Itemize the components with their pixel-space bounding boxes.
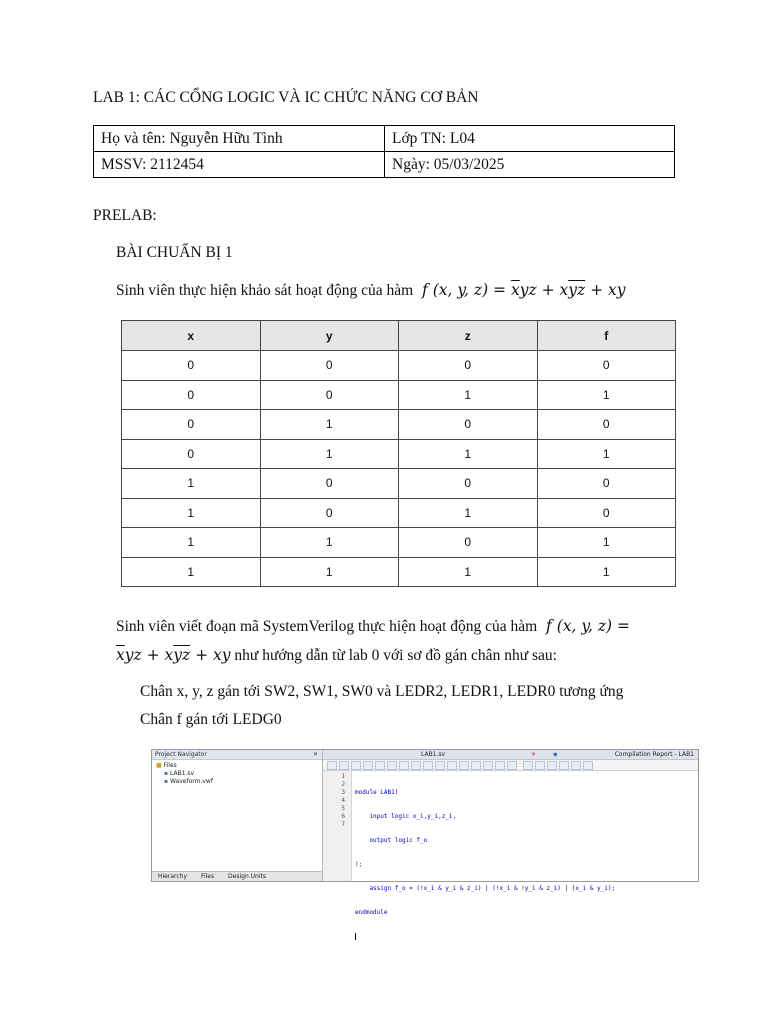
editor-tabs: [323, 750, 698, 760]
truth-table-header-x: x: [122, 321, 261, 351]
table-row: [122, 528, 676, 558]
toolbar-button[interactable]: [507, 761, 517, 770]
toolbar-button[interactable]: [535, 761, 545, 770]
document-title: LAB 1: CÁC CỔNG LOGIC VÀ IC CHỨC NĂNG CƠ BẢN: [93, 89, 479, 106]
project-navigator-title: [152, 750, 322, 760]
toolbar-button[interactable]: [375, 761, 385, 770]
code-task-line1: [116, 616, 630, 637]
tree-item-files[interactable]: [156, 762, 322, 770]
table-row: [122, 380, 676, 410]
tab-lab1-sv[interactable]: LAB1.sv: [421, 751, 446, 758]
table-row: [122, 410, 676, 440]
line-number-gutter: [323, 771, 352, 881]
truth-table-header-y: y: [260, 321, 399, 351]
table-cell: 0: [399, 410, 538, 440]
table-cell: 1: [399, 498, 538, 528]
tree-item-label: Files: [163, 762, 177, 769]
table-cell: 0: [260, 380, 399, 410]
line-number: 4: [341, 797, 345, 804]
date-cell: Ngày: 05/03/2025: [385, 152, 675, 178]
toolbar-button[interactable]: [351, 761, 361, 770]
table-cell: 0: [122, 410, 261, 440]
prelab-heading: PRELAB:: [93, 207, 157, 224]
line-number: 5: [341, 805, 345, 812]
code-task-text: Sinh viên viết đoạn mã SystemVerilog thực hiện hoạt động của hàm: [116, 618, 538, 635]
report-icon: ◆: [553, 751, 558, 758]
table-cell: 0: [260, 469, 399, 499]
toolbar-button[interactable]: [471, 761, 481, 770]
function-formula-rhs: $\overline{x}yz + x\overline{y}\overline{z}$ + xy: [116, 646, 231, 664]
pin-assignment-2: Chân f gán tới LEDG0: [140, 711, 282, 728]
tree-item-label: LAB1.sv: [170, 770, 195, 777]
code-editor: [323, 750, 698, 916]
truth-table: [121, 320, 676, 587]
line-number: 3: [341, 789, 345, 796]
table-cell: 1: [537, 380, 676, 410]
editor-toolbar: [323, 760, 698, 771]
code-line: );: [355, 861, 363, 868]
file-tree: [152, 760, 322, 786]
code-line: input logic x_i,y_i,z_i,: [355, 813, 457, 820]
table-cell: 1: [122, 557, 261, 587]
table-cell: 0: [122, 439, 261, 469]
truth-table-header-z: z: [399, 321, 538, 351]
code-line: output logic f_o: [355, 837, 428, 844]
ide-screenshot: [151, 749, 699, 916]
table-cell: 0: [260, 498, 399, 528]
code-line: assign f_o = (!x_i & y_i & z_i) | (!x_i & !y_i & z_i) | (x_i & y_i);: [355, 885, 616, 892]
table-cell: 1: [399, 439, 538, 469]
line-number: 1: [341, 773, 345, 780]
tab-files[interactable]: Files: [200, 873, 215, 880]
file-icon: ▪: [164, 778, 169, 785]
line-number: 2: [341, 781, 345, 788]
function-intro-text: Sinh viên thực hiện khảo sát hoạt động của hàm: [116, 282, 414, 299]
table-cell: 1: [399, 380, 538, 410]
student-name-cell: Họ và tên: Nguyễn Hữu Tình: [94, 126, 385, 152]
navigator-tabs: [152, 871, 322, 881]
close-icon[interactable]: ✕: [531, 751, 537, 758]
toolbar-button[interactable]: [399, 761, 409, 770]
code-task-suffix: như hướng dẫn từ lab 0 với sơ đồ gán chân như sau:: [234, 647, 557, 664]
table-row: [122, 439, 676, 469]
table-cell: 0: [260, 351, 399, 381]
toolbar-button[interactable]: [483, 761, 493, 770]
table-cell: 1: [122, 498, 261, 528]
project-navigator: [152, 750, 323, 881]
table-cell: 1: [260, 439, 399, 469]
toolbar-button[interactable]: [423, 761, 433, 770]
table-cell: 0: [399, 351, 538, 381]
table-cell: 1: [260, 410, 399, 440]
tab-compilation-report[interactable]: Compilation Report - LAB1: [614, 751, 694, 758]
code-line: module LAB1(: [355, 789, 399, 796]
tree-item-lab1[interactable]: [156, 770, 322, 778]
function-formula-lhs: f (x, y, z) =: [541, 617, 631, 635]
toolbar-button[interactable]: [571, 761, 581, 770]
table-row: [122, 469, 676, 499]
function-formula: f (x, y, $z) = \overline{x}yz + x\overline{y}\overline{z}$ + xy: [417, 281, 626, 299]
tree-item-waveform[interactable]: [156, 778, 322, 786]
toolbar-button[interactable]: [547, 761, 557, 770]
table-cell: 1: [122, 528, 261, 558]
tab-design-units[interactable]: Design Units: [228, 873, 266, 880]
function-intro: [116, 280, 626, 301]
table-cell: 1: [122, 469, 261, 499]
table-cell: 1: [260, 557, 399, 587]
pin-assignment-1: Chân x, y, z gán tới SW2, SW1, SW0 và LEDR2, LEDR1, LEDR0 tương ứng: [140, 683, 624, 700]
folder-icon: ■: [156, 762, 162, 769]
toolbar-button[interactable]: [339, 761, 349, 770]
student-info-table: [93, 125, 675, 178]
toolbar-button[interactable]: [583, 761, 593, 770]
table-cell: 1: [537, 439, 676, 469]
toolbar-button[interactable]: [387, 761, 397, 770]
close-icon[interactable]: ✕: [312, 751, 318, 758]
table-cell: 0: [399, 528, 538, 558]
table-cell: 0: [122, 380, 261, 410]
code-line: [355, 933, 698, 941]
line-number: 6: [341, 813, 345, 820]
tree-item-label: Waveform.vwf: [170, 778, 213, 785]
code-task-line2: [116, 645, 557, 666]
toolbar-button[interactable]: [363, 761, 373, 770]
student-id-cell: MSSV: 2112454: [94, 152, 385, 178]
table-row: [122, 498, 676, 528]
table-cell: 1: [260, 528, 399, 558]
truth-table-header-f: f: [537, 321, 676, 351]
project-navigator-title-text: Project Navigator: [155, 751, 207, 758]
toolbar-button[interactable]: [523, 761, 533, 770]
toolbar-button[interactable]: [435, 761, 445, 770]
table-cell: 1: [537, 528, 676, 558]
toolbar-button[interactable]: [559, 761, 569, 770]
class-cell: Lớp TN: L04: [385, 126, 675, 152]
tab-hierarchy[interactable]: Hierarchy: [158, 873, 188, 880]
table-cell: 0: [537, 410, 676, 440]
table-cell: 0: [537, 498, 676, 528]
table-cell: 0: [537, 351, 676, 381]
toolbar-button[interactable]: [327, 761, 337, 770]
table-cell: 0: [537, 469, 676, 499]
code-area[interactable]: [355, 771, 698, 916]
toolbar-button[interactable]: [459, 761, 469, 770]
table-cell: 1: [399, 557, 538, 587]
table-cell: 1: [537, 557, 676, 587]
code-line: endmodule: [355, 909, 388, 916]
file-icon: ▪: [164, 770, 169, 777]
table-row: [122, 557, 676, 587]
table-cell: 0: [399, 469, 538, 499]
toolbar-button[interactable]: [495, 761, 505, 770]
toolbar-button[interactable]: [447, 761, 457, 770]
section-title: BÀI CHUẨN BỊ 1: [116, 244, 233, 261]
toolbar-button[interactable]: [411, 761, 421, 770]
table-row: [122, 351, 676, 381]
line-number: 7: [341, 821, 345, 828]
table-cell: 0: [122, 351, 261, 381]
